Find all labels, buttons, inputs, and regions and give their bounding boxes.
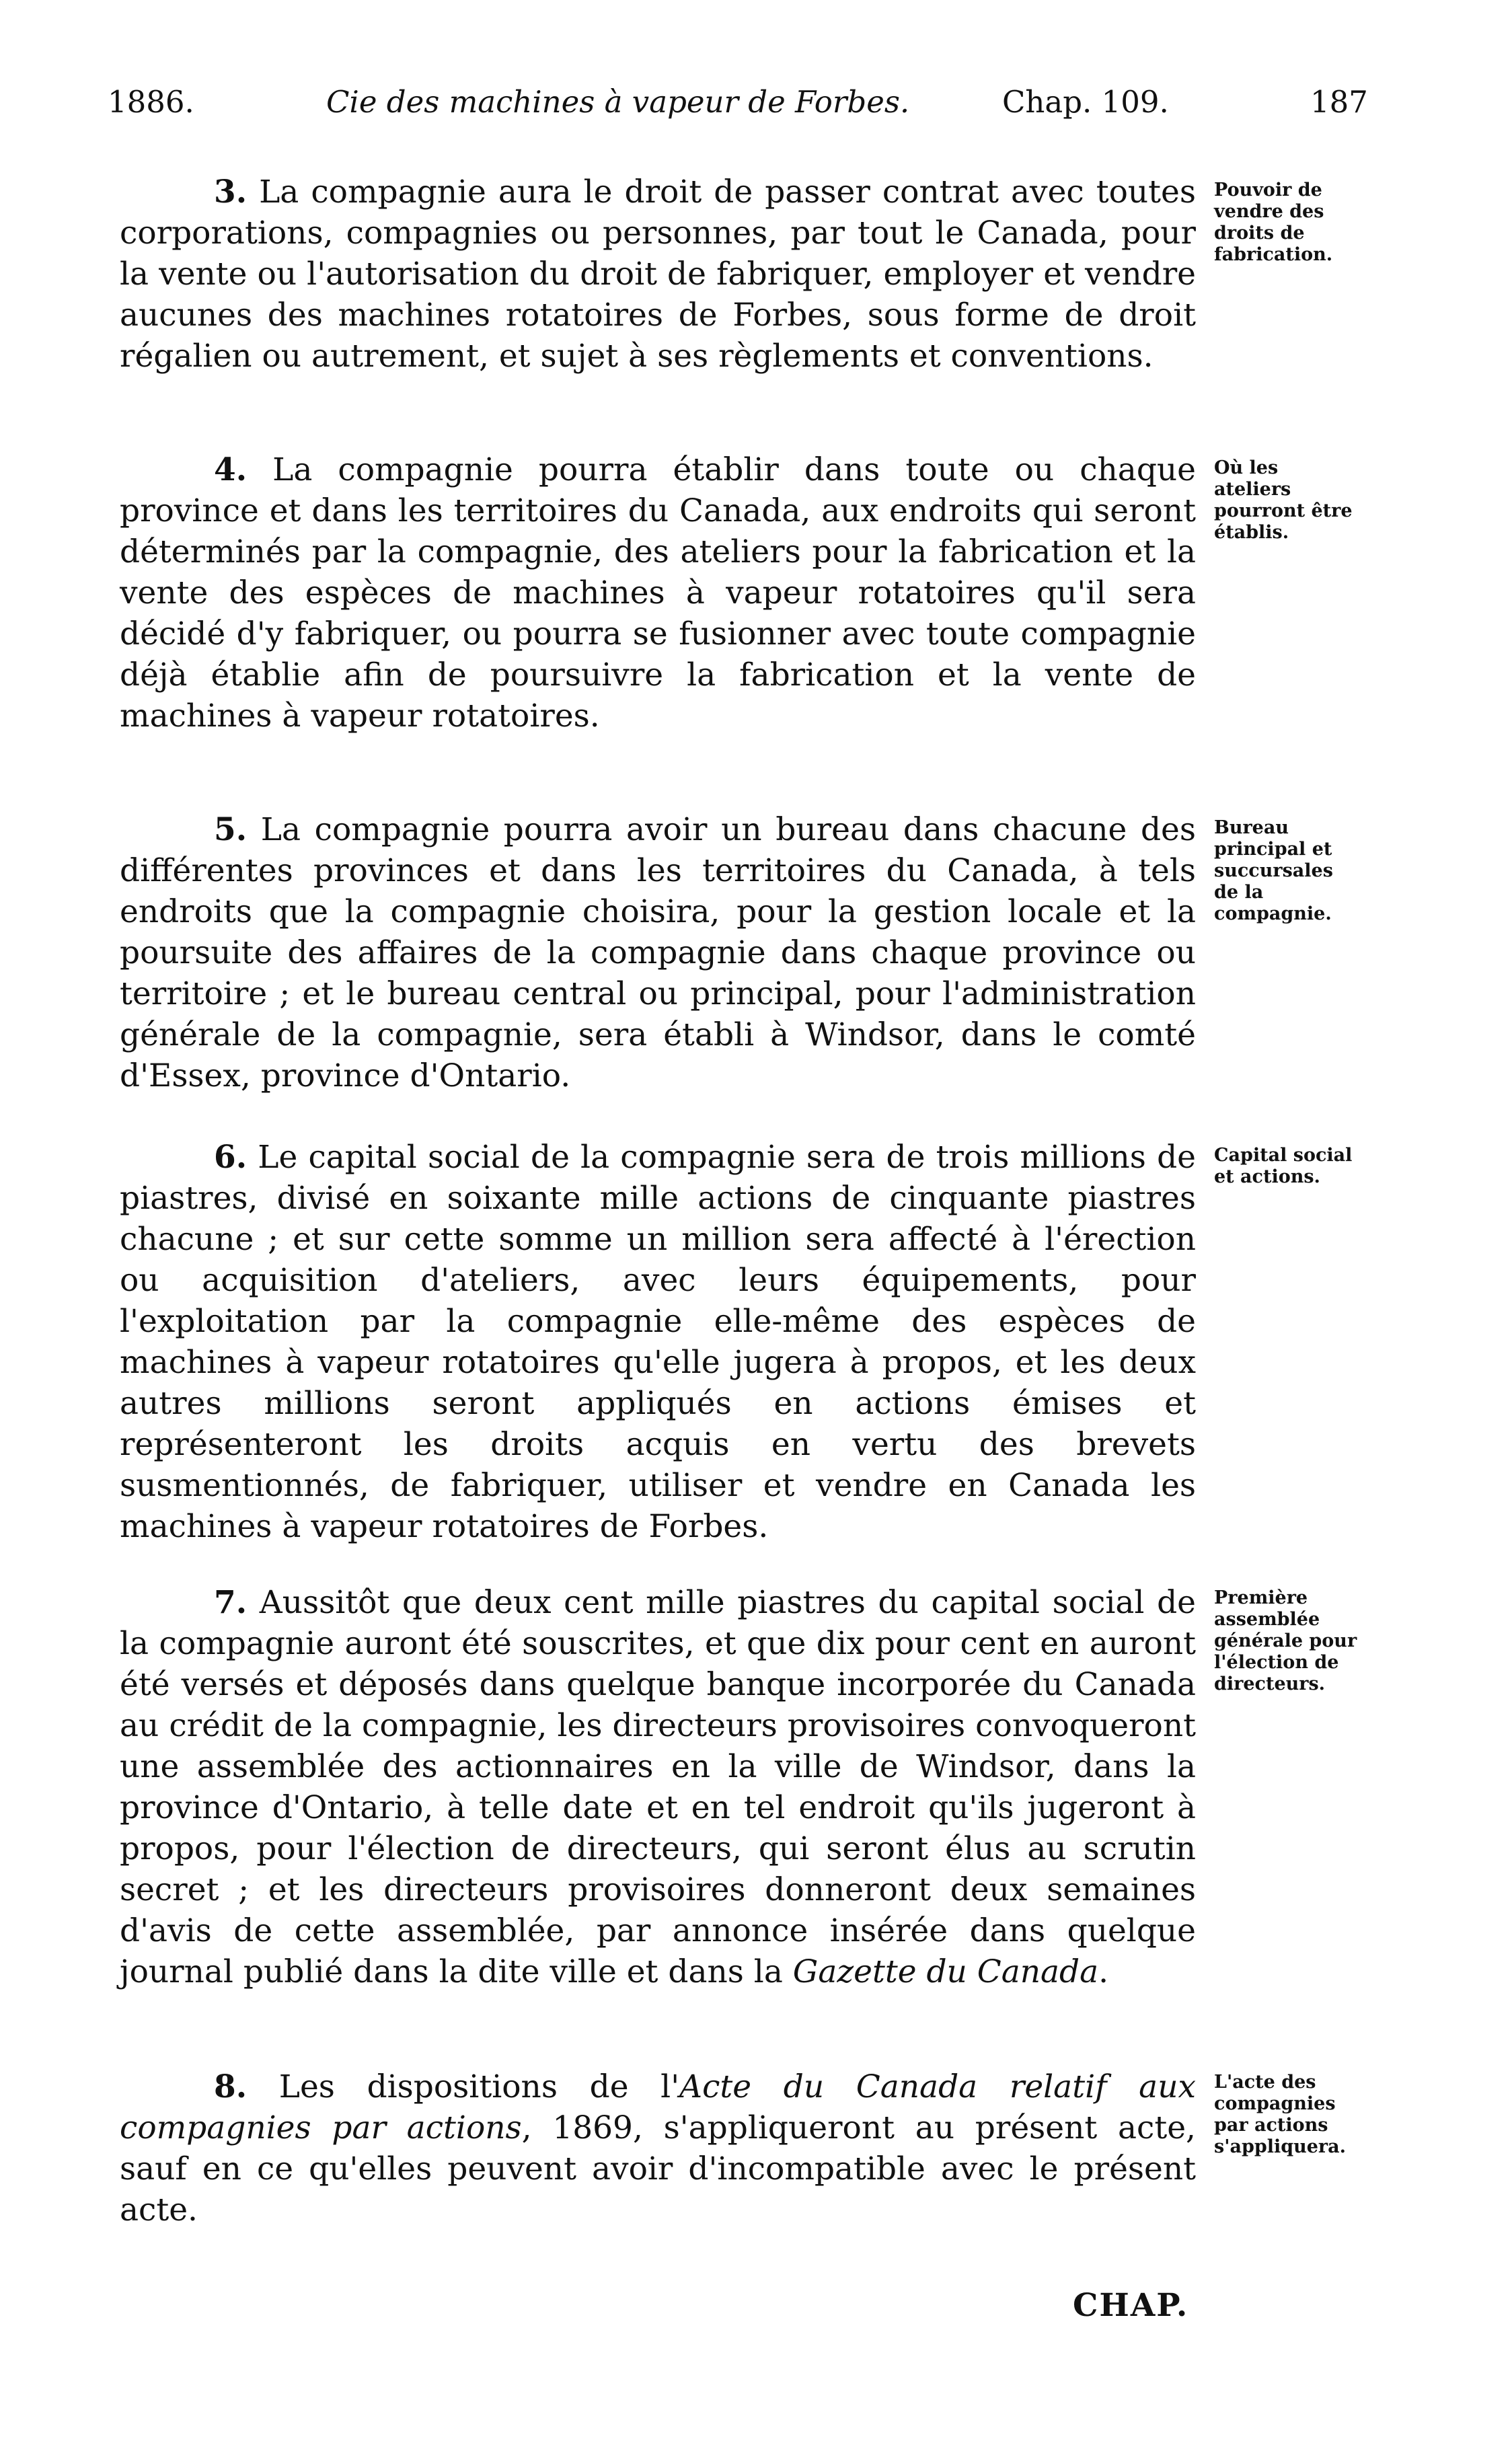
section-7-margin-note: Première assemblée générale pour l'élection de directeurs.	[1214, 1587, 1357, 1694]
header-chapter: Chap. 109.	[1002, 84, 1169, 120]
section-8-act-title: Acte du Canada relatif aux compagnies par actions	[120, 2068, 1196, 2146]
section-7-body	[120, 1582, 1196, 1992]
section-8-body	[120, 2066, 1196, 2230]
section-6-text: Le capital social de la compagnie sera de trois millions de piastres, divisé en soixante mille actions de cinquante piastres chacune ; et sur cette somme un million sera affecté à l'érection ou acquisition d'ateliers, avec leurs équipements, pour l'exploitation par la compagnie elle-même des espèces de machines à vapeur rotatoires qu'elle jugera à propos, et les deux autres millions seront appliqués en actions émises et représenteront les droits acquis en vertu des brevets susmentionnés, de fabriquer, utiliser et vendre en Canada les machines à vapeur rotatoires de Forbes.	[120, 1139, 1196, 1545]
section-8-text-end: , 1869, s'appliqueront au présent acte, sauf en ce qu'elles peuvent avoir d'incompatible avec le présent acte.	[120, 2109, 1196, 2228]
section-5-margin-note: Bureau principal et succursales de la compagnie.	[1214, 817, 1333, 924]
section-3-text: La compagnie aura le droit de passer contrat avec toutes corporations, compagnies ou personnes, par tout le Canada, pour la vente ou l'autorisation du droit de fabriquer, employer et vendre aucunes des machines rotatoires de Forbes, sous forme de droit régalien ou autrement, et sujet à ses règlements et conventions.	[120, 174, 1196, 375]
section-6-body	[120, 1137, 1196, 1547]
section-5-body	[120, 809, 1196, 1096]
section-7-text-end: .	[1098, 1953, 1109, 1990]
section-7-gazette-title: Gazette du Canada	[792, 1953, 1099, 1990]
section-8-number: 8.	[214, 2068, 248, 2105]
section-3-margin-note: Pouvoir de vendre des droits de fabrication.	[1214, 180, 1333, 265]
section-3-body	[120, 172, 1196, 377]
running-header	[108, 84, 1368, 138]
page-number: 187	[1310, 84, 1368, 120]
section-7-text: Aussitôt que deux cent mille piastres du capital social de la compagnie auront été souscrites, et que dix pour cent en auront été versés et déposés dans quelque banque incorporée du Canada au crédit de la compagnie, les directeurs provisoires convoqueront une assemblée des actionnaires en la ville de Windsor, dans la province d'Ontario, à telle date et en tel endroit qu'ils jugeront à propos, pour l'élection de directeurs, qui seront élus au scrutin secret ; et les directeurs provisoires donneront deux semaines d'avis de cette assemblée, par annonce insérée dans quelque journal publié dans la dite ville et dans la	[120, 1584, 1196, 1990]
section-6-margin-note: Capital social et actions.	[1214, 1145, 1353, 1187]
section-4-text: La compagnie pourra établir dans toute ou chaque province et dans les territoires du Canada, aux endroits qui seront déterminés par la compagnie, des ateliers pour la fabrication et la vente des espèces de machines à vapeur rotatoires qu'il sera décidé d'y fabriquer, ou pourra se fusionner avec toute compagnie déjà établie afin de poursuivre la fabrication et la vente de machines à vapeur rotatoires.	[120, 451, 1196, 735]
header-year: 1886.	[108, 84, 194, 120]
section-4-number: 4.	[214, 451, 248, 488]
section-3-number: 3.	[214, 174, 248, 211]
header-title: Cie des machines à vapeur de Forbes.	[326, 84, 910, 120]
section-4-body	[120, 449, 1196, 737]
section-6-number: 6.	[214, 1139, 248, 1176]
section-8-text: Les dispositions de l'	[278, 2068, 680, 2105]
section-5-text: La compagnie pourra avoir un bureau dans chacune des différentes provinces et dans les territoires du Canada, à tels endroits que la compagnie choisira, pour la gestion locale et la poursuite des affaires de la compagnie dans chaque province ou territoire ; et le bureau central ou principal, pour l'administration générale de la compagnie, sera établi à Windsor, dans le comté d'Essex, province d'Ontario.	[120, 811, 1196, 1094]
section-7-number: 7.	[214, 1584, 248, 1621]
section-8-margin-note: L'acte des compagnies par actions s'appliquera.	[1214, 2072, 1347, 2157]
section-5-number: 5.	[214, 811, 248, 848]
section-4-margin-note: Où les ateliers pourront être établis.	[1214, 457, 1353, 543]
catchword: CHAP.	[1073, 2287, 1189, 2324]
